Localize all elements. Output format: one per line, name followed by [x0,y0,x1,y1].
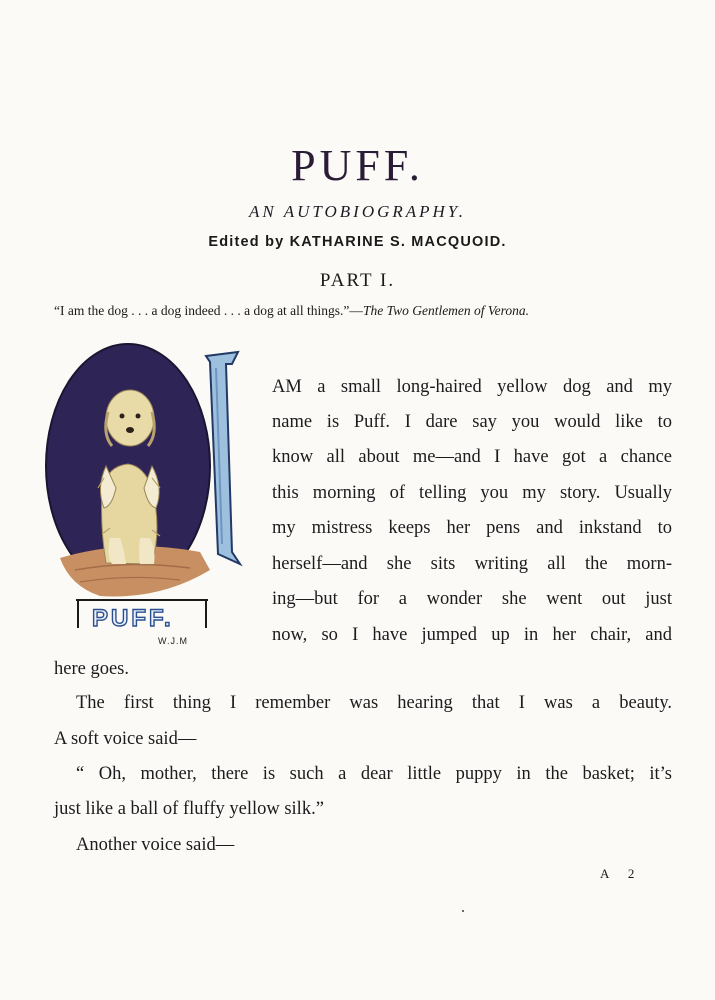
artist-signature: W.J.M [158,636,188,646]
text-line: The first thing I remember was hearing that I was a beauty. [76,693,672,713]
epigraph [54,303,694,319]
subtitle: AN AUTOBIOGRAPHY. [249,202,466,221]
illustrated-initial [40,338,255,650]
text-line: this morning of telling you my story. Usually [272,483,672,503]
text-line: AM a small long-haired yellow dog and my [272,377,672,397]
page-title: PUFF. [291,141,424,190]
text-line: A soft voice said— [54,729,197,749]
page-signature: A 2 [600,866,643,881]
text-line: “ Oh, mother, there is such a dear little puppy in the basket; it’s [76,764,672,784]
editor-credit: Edited by KATHARINE S. MACQUOID. [208,234,507,250]
text-line: now, so I have jumped up in her chair, and [272,625,672,645]
name-plate-text: PUFF. [92,605,174,632]
paper-speck [462,910,464,912]
text-line: my mistress keeps her pens and inkstand to [272,518,672,538]
text-line: just like a ball of fluffy yellow silk.” [54,799,324,819]
name-plate [76,600,208,646]
epigraph-source: The Two Gentlemen of Verona. [362,303,530,318]
epigraph-quote: “I am the dog . . . a dog indeed . . . a dog at all things.”— [54,303,363,318]
part-heading: PART I. [319,270,396,291]
text-line: know all about me—and I have got a chance [272,447,672,467]
text-line: herself—and she sits writing all the morn- [272,554,672,574]
text-line: Another voice said— [76,835,235,855]
dog-figure [98,390,160,564]
text-line: here goes. [54,659,129,679]
text-line: name is Puff. I dare say you would like to [272,412,672,432]
initial-letter-graphic [206,352,240,564]
text-line: ing—but for a wonder she went out just [272,589,672,609]
